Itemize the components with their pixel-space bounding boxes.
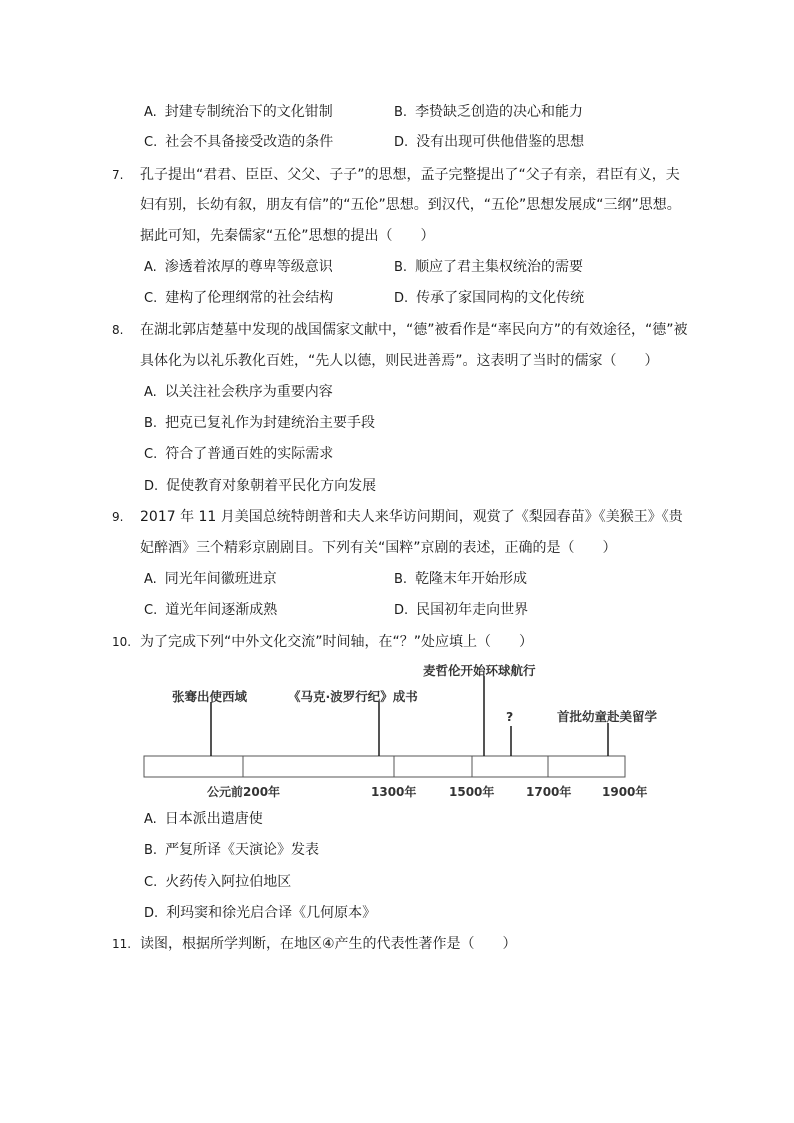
q9-stem-line-1: 2017 年 11 月美国总统特朗普和夫人来华访问期间，观赏了《梨园春苗》《美猴王》《贵	[140, 509, 683, 525]
q8-stem-line-2: 具体化为以礼乐教化百姓，“先人以德，则民进善焉”。这表明了当时的儒家（ ）	[140, 353, 659, 369]
q9-number: 9.	[112, 510, 124, 524]
q6-option-c-text: 社会不具备接受改造的条件	[165, 134, 334, 150]
q9-option-c: C. 道光年间逐渐成熟	[144, 602, 278, 618]
q7-option-d: D. 传承了家国同构的文化传统	[394, 290, 585, 306]
q10-number: 10.	[112, 635, 132, 649]
tick-label-1300: 1300年	[371, 785, 417, 799]
event-label-magellan: 麦哲伦开始环球航行	[423, 663, 536, 678]
q8-option-d: D. 促使教育对象朝着平民化方向发展	[144, 478, 377, 494]
event-label-unknown: ?	[506, 709, 514, 724]
q11-number: 11.	[112, 937, 132, 951]
q10-option-c: C. 火药传入阿拉伯地区	[144, 874, 292, 890]
q6-option-d: D. 没有出现可供他借鉴的思想	[394, 134, 585, 150]
q7-stem-line-1: 孔子提出“君君、臣臣、父父、子子”的思想，孟子完整提出了“父子有亲，君臣有义，夫	[140, 167, 680, 183]
q9-option-b: B. 乾隆末年开始形成	[394, 571, 528, 587]
q6-option-d-text: 没有出现可供他借鉴的思想	[416, 134, 585, 150]
q8-option-c: C. 符合了普通百姓的实际需求	[144, 446, 334, 462]
q6-option-b: B. 李贽缺乏创造的决心和能力	[394, 104, 584, 120]
q7-stem-line-3: 据此可知，先秦儒家“五伦”思想的提出（ ）	[140, 228, 435, 244]
q6-option-c: C. 社会不具备接受改造的条件	[144, 134, 334, 150]
q10-option-d: D. 利玛窦和徐光启合译《几何原本》	[144, 905, 377, 921]
q7-option-c: C. 建构了伦理纲常的社会结构	[144, 290, 334, 306]
timeline-bar	[144, 756, 625, 777]
q9-stem-line-2: 妃醉酒》三个精彩京剧剧目。下列有关“国粹”京剧的表述，正确的是（ ）	[140, 540, 617, 556]
event-label-first-students: 首批幼童赴美留学	[557, 709, 658, 724]
q6-option-a: A. 封建专制统治下的文化钳制	[144, 104, 333, 120]
q7-stem-line-2: 妇有别，长幼有叙，朋友有信”的“五伦”思想。到汉代，“五伦”思想发展成“三纲”思想。	[140, 197, 681, 213]
tick-label-200bc: 公元前200年	[207, 785, 281, 799]
tick-label-1500: 1500年	[449, 785, 495, 799]
q7-number: 7.	[112, 168, 124, 182]
q8-option-a: A. 以关注社会秩序为重要内容	[144, 384, 333, 400]
q9-option-d: D. 民国初年走向世界	[394, 602, 529, 618]
q10-option-a: A. 日本派出遣唐使	[144, 811, 263, 827]
tick-label-1900: 1900年	[602, 785, 648, 799]
event-label-zhangqian: 张骞出使西域	[172, 689, 248, 704]
q10-stem: 为了完成下列“中外文化交流”时间轴，在“？”处应填上（ ）	[140, 634, 534, 650]
event-label-marco-polo: 《马克·波罗行纪》成书	[288, 689, 418, 704]
q11-stem: 读图，根据所学判断，在地区④产生的代表性著作是（ ）	[140, 936, 517, 952]
q7-option-a: A. 渗透着浓厚的尊卑等级意识	[144, 259, 333, 275]
timeline-diagram	[0, 655, 794, 805]
q6-option-b-text: 李贽缺乏创造的决心和能力	[415, 104, 584, 120]
q7-option-b: B. 顺应了君主集权统治的需要	[394, 259, 584, 275]
q8-stem-line-1: 在湖北郭店楚墓中发现的战国儒家文献中，“德”被看作是“率民向方”的有效途径，“德”被	[140, 322, 688, 338]
q6-option-a-text: 封建专制统治下的文化钳制	[164, 104, 333, 120]
q9-option-a: A. 同光年间徽班进京	[144, 571, 277, 587]
tick-label-1700: 1700年	[526, 785, 572, 799]
q8-number: 8.	[112, 323, 124, 337]
q8-option-b: B. 把克已复礼作为封建统治主要手段	[144, 415, 376, 431]
q10-option-b: B. 严复所译《天演论》发表	[144, 842, 320, 858]
